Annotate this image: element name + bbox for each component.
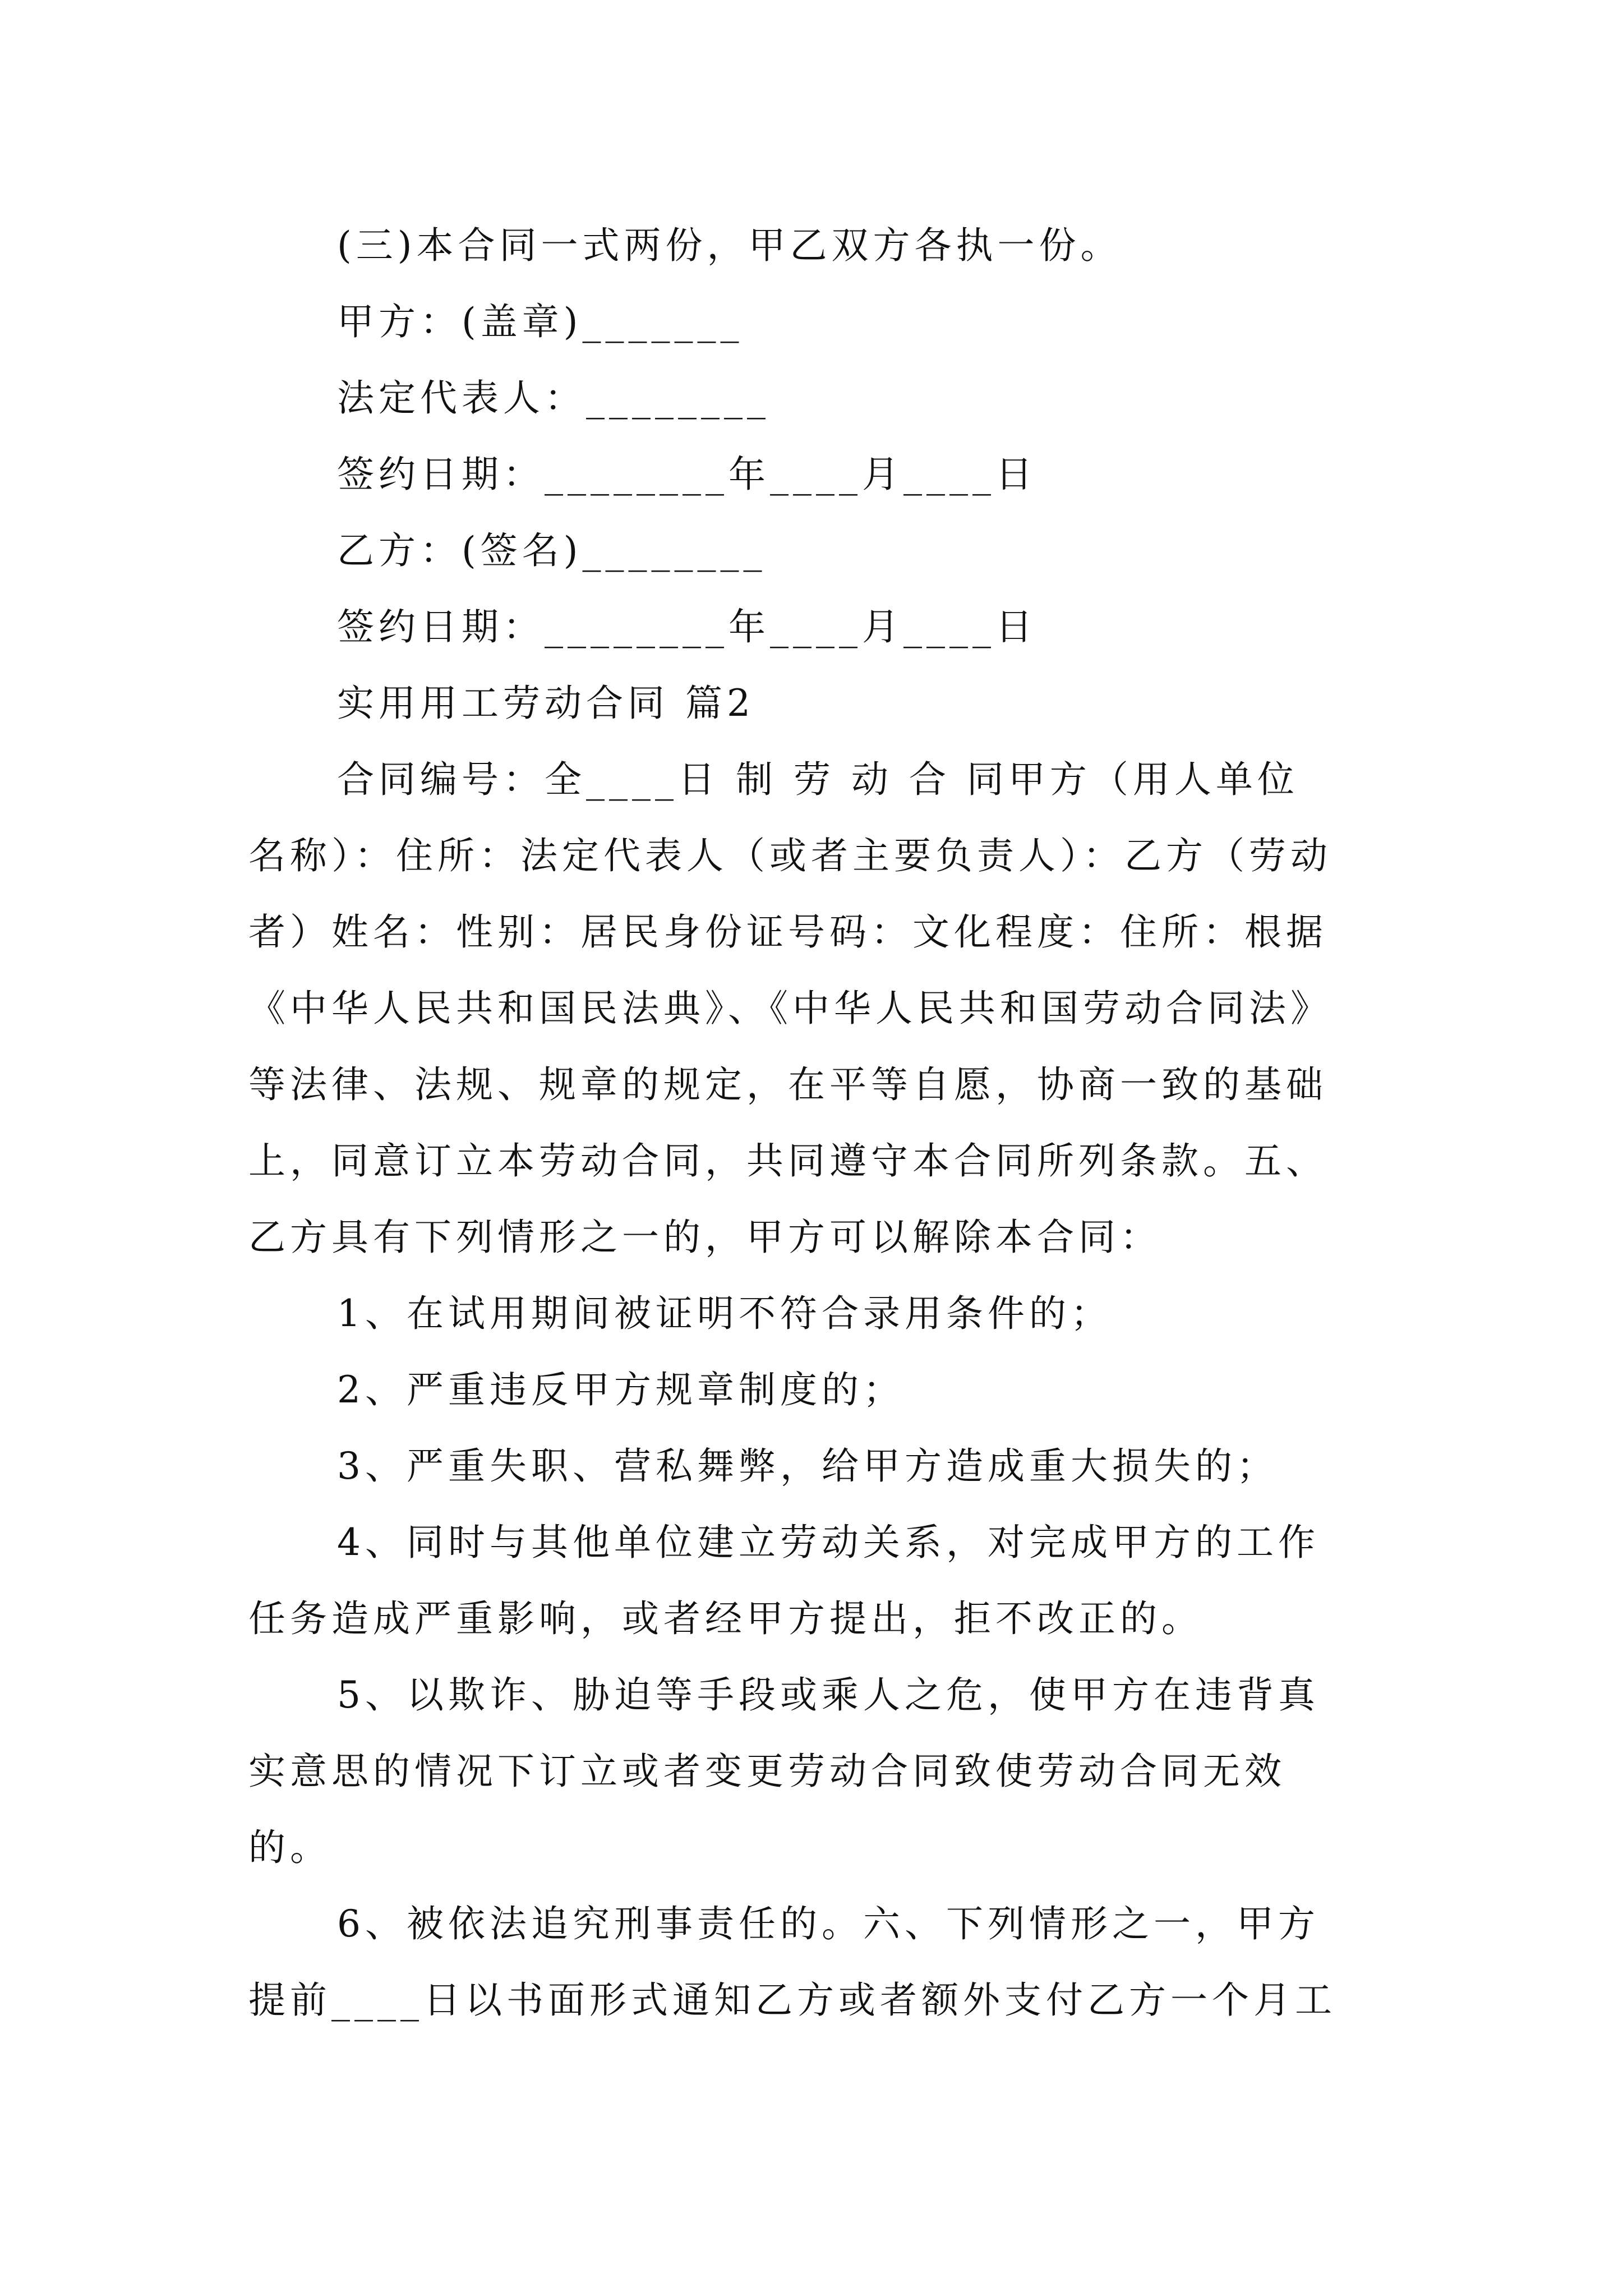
text-line: 者）姓名：性别：居民身份证号码：文化程度：住所：根据 — [248, 910, 1327, 954]
list-item: 4、同时与其他单位建立劳动关系，对完成甲方的工作 — [337, 1521, 1320, 1564]
document-body — [248, 208, 1376, 2039]
text-line: 乙方具有下列情形之一的，甲方可以解除本合同： — [248, 1216, 1161, 1259]
text-line: (三)本合同一式两份，甲乙双方各执一份。 — [337, 224, 1122, 267]
text-line: 合同编号：全____日 制 劳 动 合 同甲方（用人单位 — [337, 758, 1299, 801]
list-item: 5、以欺诈、胁迫等手段或乘人之危，使甲方在违背真 — [337, 1673, 1320, 1717]
list-item: 3、严重失职、营私舞弊，给甲方造成重大损失的； — [337, 1444, 1278, 1488]
text-line: 甲方：(盖章)_______ — [337, 300, 744, 343]
text-line: 名称）：住所：法定代表人（或者主要负责人）：乙方（劳动 — [248, 834, 1332, 877]
text-line: 实意思的情况下订立或者变更劳动合同致使劳动合同无效 — [248, 1750, 1286, 1793]
list-item: 1、在试用期间被证明不符合录用条件的； — [337, 1292, 1112, 1335]
text-line: 法定代表人：________ — [337, 376, 770, 420]
list-item: 6、被依法追究刑事责任的。六、下列情形之一，甲方 — [337, 1902, 1320, 1945]
text-line: 的。 — [248, 1826, 331, 1869]
section-heading: 实用用工劳动合同 篇2 — [337, 682, 755, 725]
text-line: 任务造成严重影响，或者经甲方提出，拒不改正的。 — [248, 1597, 1203, 1640]
text-line: 等法律、法规、规章的规定，在平等自愿，协商一致的基础 — [248, 1063, 1327, 1106]
list-item: 2、严重违反甲方规章制度的； — [337, 1368, 905, 1411]
text-line: 签约日期：________年____月____日 — [337, 453, 1037, 496]
text-line: 上，同意订立本劳动合同，共同遵守本合同所列条款。五、 — [248, 1139, 1327, 1182]
text-line: 提前____日以书面形式通知乙方或者额外支付乙方一个月工 — [248, 1978, 1336, 2022]
text-line: 签约日期：________年____月____日 — [337, 605, 1037, 648]
text-line: 《中华人民共和国民法典》、《中华人民共和国劳动合同法》 — [248, 987, 1332, 1030]
text-line: 乙方：(签名)________ — [337, 529, 767, 572]
